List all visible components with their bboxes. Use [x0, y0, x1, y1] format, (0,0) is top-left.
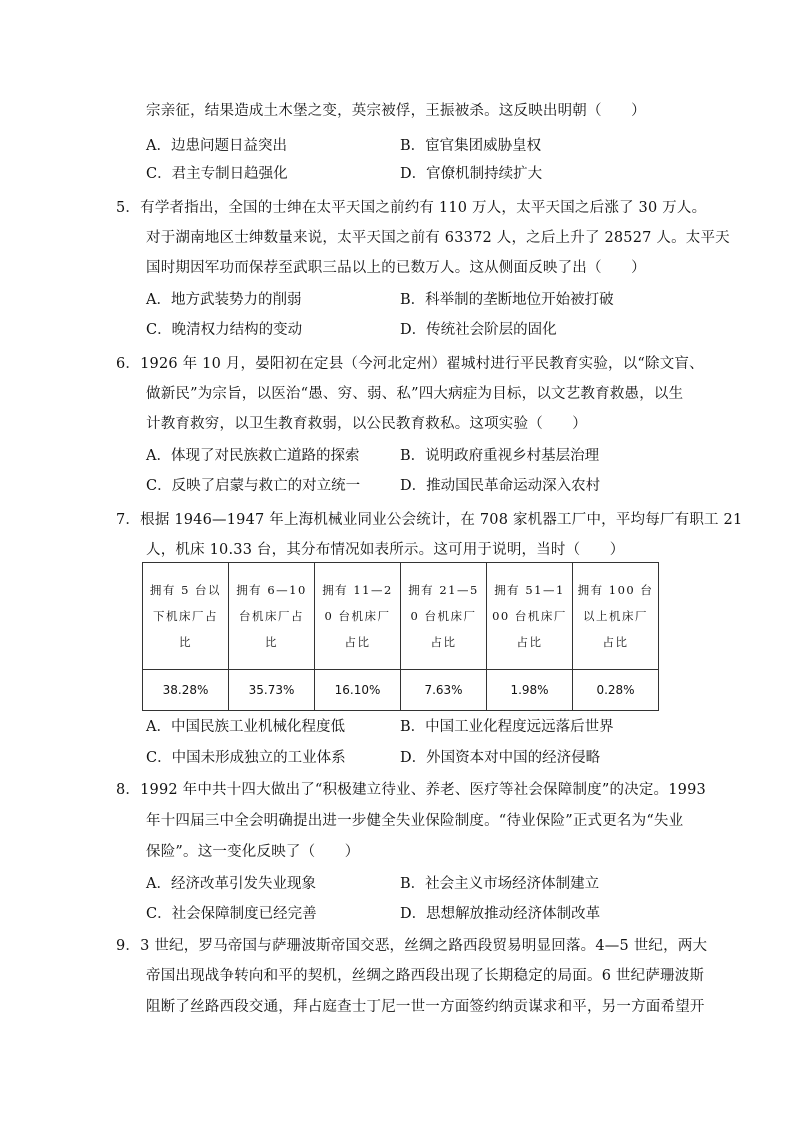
table-header-row: [143, 563, 659, 670]
q4-option-d[interactable]: D．官僚机制持续扩大: [400, 166, 543, 182]
q6-stem-line-2: 做新民”为宗旨，以医治“愚、穷、弱、私”四大病症为目标，以文艺教育救愚，以生: [146, 386, 684, 402]
q5-option-d[interactable]: D．传统社会阶层的固化: [400, 322, 557, 338]
q4-stem-line: 宗亲征，结果造成土木堡之变，英宗被俘，王振被杀。这反映出明朝（ ）: [146, 103, 646, 119]
q5-option-b[interactable]: B．科举制的垄断地位开始被打破: [400, 292, 614, 308]
table-header-cell: [143, 563, 229, 670]
q8-stem-line-1: 8．1992 年中共十四大做出了“积极建立待业、养老、医疗等社会保障制度”的决定。1993: [116, 782, 706, 798]
q8-stem-line-2: 年十四届三中全会明确提出进一步健全失业保险制度。“待业保险”正式更名为“失业: [146, 813, 684, 829]
table-header-cell: [487, 563, 573, 670]
q9-stem-line-1: 9．3 世纪，罗马帝国与萨珊波斯帝国交恶，丝绸之路西段贸易明显回落。4—5 世纪，两大: [116, 938, 708, 954]
q6-stem-line-1: 6．1926 年 10 月，晏阳初在定县（今河北定州）翟城村进行平民教育实验，以“除文盲、: [116, 356, 704, 372]
q8-option-c[interactable]: C．社会保障制度已经完善: [146, 906, 317, 922]
table-value-cell: 38.28%: [143, 670, 229, 711]
q7-option-d[interactable]: D．外国资本对中国的经济侵略: [400, 750, 601, 766]
q7-stem-line-2: 人，机床 10.33 台，其分布情况如表所示。这可用于说明，当时（ ）: [146, 542, 625, 558]
q4-option-b[interactable]: B．宦官集团威胁皇权: [400, 138, 542, 154]
q5-stem-line-2: 对于湖南地区士绅数量来说，太平天国之前有 63372 人，之后上升了 28527 人。太平天: [146, 230, 730, 246]
machine-tool-distribution-table: [142, 562, 659, 711]
table-header-cell: [229, 563, 315, 670]
q5-option-a[interactable]: A．地方武装势力的削弱: [146, 292, 302, 308]
header-over-100: 拥有 100 台以上机床厂占比: [577, 583, 654, 649]
q5-stem-line-3: 国时期因军功而保荐至武职三品以上的已数万人。这从侧面反映了出（ ）: [146, 260, 646, 276]
header-under-5: 拥有 5 台以下机床厂占比: [149, 583, 222, 649]
header-6-10: 拥有 6—10 台机床厂占比: [236, 583, 307, 649]
q7-stem-line-1: 7．根据 1946—1947 年上海机械业同业公会统计，在 708 家机器工厂中，平均每厂有职工 21: [116, 512, 743, 528]
q5-option-c[interactable]: C．晚清权力结构的变动: [146, 322, 303, 338]
q8-option-b[interactable]: B．社会主义市场经济体制建立: [400, 876, 600, 892]
table-header-cell: [401, 563, 487, 670]
q6-stem-line-3: 计教育救穷，以卫生教育救弱，以公民教育救私。这项实验（ ）: [146, 416, 587, 432]
q7-option-b[interactable]: B．中国工业化程度远远落后世界: [400, 719, 614, 735]
table-value-cell: 0.28%: [573, 670, 659, 711]
header-51-100: 拥有 51—100 台机床厂占比: [492, 583, 567, 649]
q9-stem-line-3: 阻断了丝路西段交通，拜占庭查士丁尼一世一方面签约纳贡谋求和平，另一方面希望开: [146, 999, 705, 1015]
table-value-row: [143, 670, 659, 711]
header-21-50: 拥有 21—50 台机床厂占比: [408, 583, 479, 649]
q7-option-a[interactable]: A．中国民族工业机械化程度低: [146, 719, 345, 735]
table-value-cell: 1.98%: [487, 670, 573, 711]
table-value-cell: 16.10%: [315, 670, 401, 711]
q8-option-d[interactable]: D．思想解放推动经济体制改革: [400, 906, 601, 922]
q6-option-d[interactable]: D．推动国民革命运动深入农村: [400, 478, 601, 494]
q8-stem-line-3: 保险”。这一变化反映了（ ）: [146, 844, 360, 860]
q9-stem-line-2: 帝国出现战争转向和平的契机，丝绸之路西段出现了长期稳定的局面。6 世纪萨珊波斯: [146, 968, 705, 984]
q4-option-a[interactable]: A．边患问题日益突出: [146, 138, 287, 154]
table-header-cell: [573, 563, 659, 670]
q6-option-c[interactable]: C．反映了启蒙与救亡的对立统一: [146, 478, 361, 494]
q6-option-b[interactable]: B．说明政府重视乡村基层治理: [400, 448, 600, 464]
q7-option-c[interactable]: C．中国未形成独立的工业体系: [146, 750, 346, 766]
q4-option-c[interactable]: C．君主专制日趋强化: [146, 166, 288, 182]
table-value-cell: 7.63%: [401, 670, 487, 711]
q5-stem-line-1: 5．有学者指出，全国的士绅在太平天国之前约有 110 万人，太平天国之后涨了 30 万人。: [116, 200, 707, 216]
q8-option-a[interactable]: A．经济改革引发失业现象: [146, 876, 316, 892]
q6-option-a[interactable]: A．体现了对民族救亡道路的探索: [146, 448, 360, 464]
header-11-20: 拥有 11—20 台机床厂占比: [322, 583, 393, 649]
table-header-cell: [315, 563, 401, 670]
table-value-cell: 35.73%: [229, 670, 315, 711]
